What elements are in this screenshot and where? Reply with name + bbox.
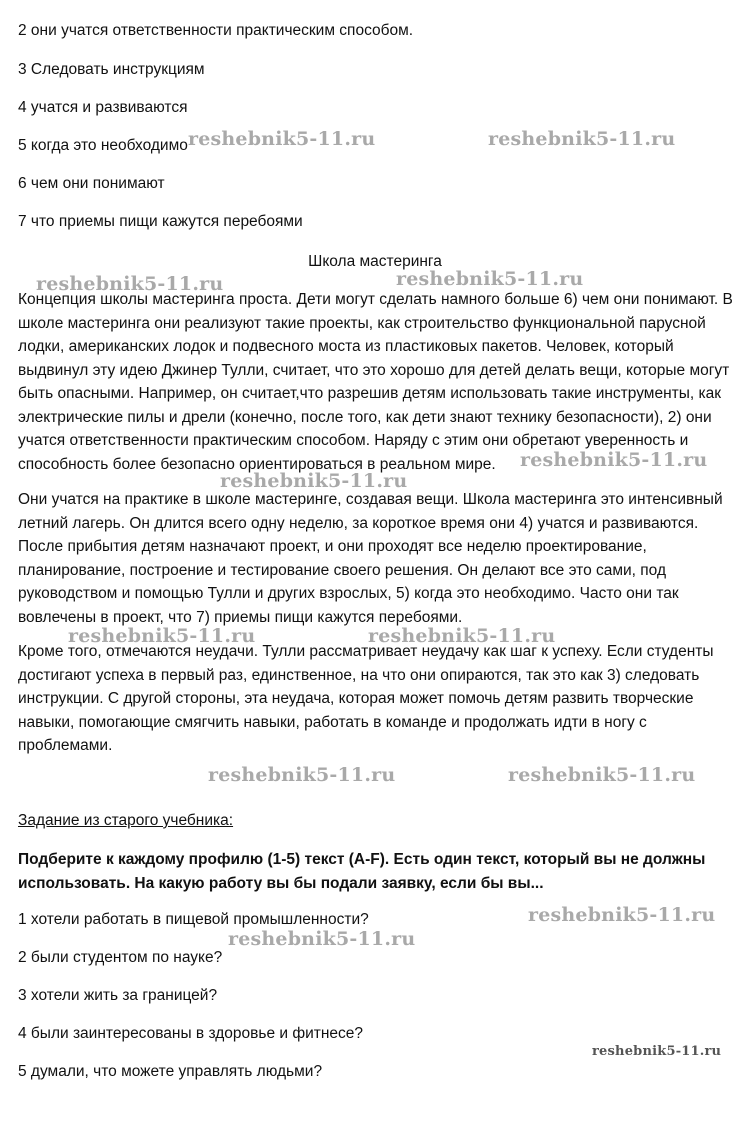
watermark: reshebnik5-11.ru: [396, 268, 584, 290]
watermark: reshebnik5-11.ru: [220, 470, 408, 492]
watermark: reshebnik5-11.ru: [228, 928, 416, 950]
watermark: reshebnik5-11.ru: [188, 128, 376, 150]
answer-line: 5 когда это необходимо: [18, 137, 188, 154]
article-paragraph-2: Они учатся на практике в школе мастеринге, создавая вещи. Школа мастеринга это интенсивный летний лагерь. Он длится всего одну неделю, за короткое время они 4) учатся и развиваются. После прибытия детям назначают проект, и они проходят все неделю проектирование, планирование, построение и тестирование своего решения. Он делают все это сами, под руководством и помощью Тулли и других взрослых, 5) когда это необходимо. Часто они так вовлечены в проект, что 7) приемы пищи кажутся перебоями.: [18, 491, 723, 626]
profile-item: 2 были студентом по науке?: [18, 949, 223, 966]
watermark: reshebnik5-11.ru: [528, 904, 716, 926]
answer-line: 6 чем они понимают: [18, 175, 165, 192]
answer-line: 7 что приемы пищи кажутся перебоями: [18, 213, 303, 230]
profile-item: 5 думали, что можете управлять людьми?: [18, 1063, 323, 1080]
profile-item: 3 хотели жить за границей?: [18, 987, 218, 1004]
watermark: reshebnik5-11.ru: [36, 273, 224, 295]
article-paragraph-1: Концепция школы мастеринга проста. Дети могут сделать намного больше 6) чем они понимают. В школе мастеринга они реализуют такие проекты, как строительство функциональной парусной лодки, американских лодок и подвесного моста из пластиковых пакетов. Человек, который выдвинул эту идею Джинер Тулли, считает, что это хорошо для детей делать вещи, которые могут быть опасными. Например, он считает,что разрешив детям использовать такие инструменты, как электрические пилы и дрели (конечно, после того, как дети знают технику безопасности), 2) они учатся ответственности практическим способом. Наряду с этим они обретают уверенность и способность более безопасно ориентироваться в реальном мире.: [18, 291, 733, 473]
answer-line: 4 учатся и развиваются: [18, 99, 188, 116]
watermark: reshebnik5-11.ru: [68, 625, 256, 647]
watermark: reshebnik5-11.ru: [208, 764, 396, 786]
watermark: reshebnik5-11.ru: [520, 449, 708, 471]
old-task-instruction: Подберите к каждому профилю (1-5) текст (A-F). Есть один текст, который вы не должны использовать. На какую работу вы бы подали заявку, если бы вы...: [18, 851, 706, 892]
answer-line: 2 они учатся ответственности практическим способом.: [18, 22, 414, 39]
profile-item: 1 хотели работать в пищевой промышленности?: [18, 911, 369, 928]
watermark: reshebnik5-11.ru: [592, 1044, 722, 1059]
watermark: reshebnik5-11.ru: [368, 625, 556, 647]
article-paragraph-3: Кроме того, отмечаются неудачи. Тулли рассматривает неудачу как шаг к успеху. Если студенты достигают успеха в первый раз, единственное, на что они опираются, так это как 3) следовать инструкции. С другой стороны, эта неудача, которая может помочь детям развить творческие навыки, помогающие смягчить навыки, работать в команде и продолжать идти в ногу с проблемами.: [18, 643, 714, 754]
watermark: reshebnik5-11.ru: [508, 764, 696, 786]
profile-item: 4 были заинтересованы в здоровье и фитнесе?: [18, 1025, 364, 1042]
article-title: Школа мастеринга: [308, 253, 442, 270]
old-task-heading: Задание из старого учебника:: [18, 812, 234, 829]
answer-line: 3 Следовать инструкциям: [18, 61, 205, 78]
watermark: reshebnik5-11.ru: [488, 128, 676, 150]
